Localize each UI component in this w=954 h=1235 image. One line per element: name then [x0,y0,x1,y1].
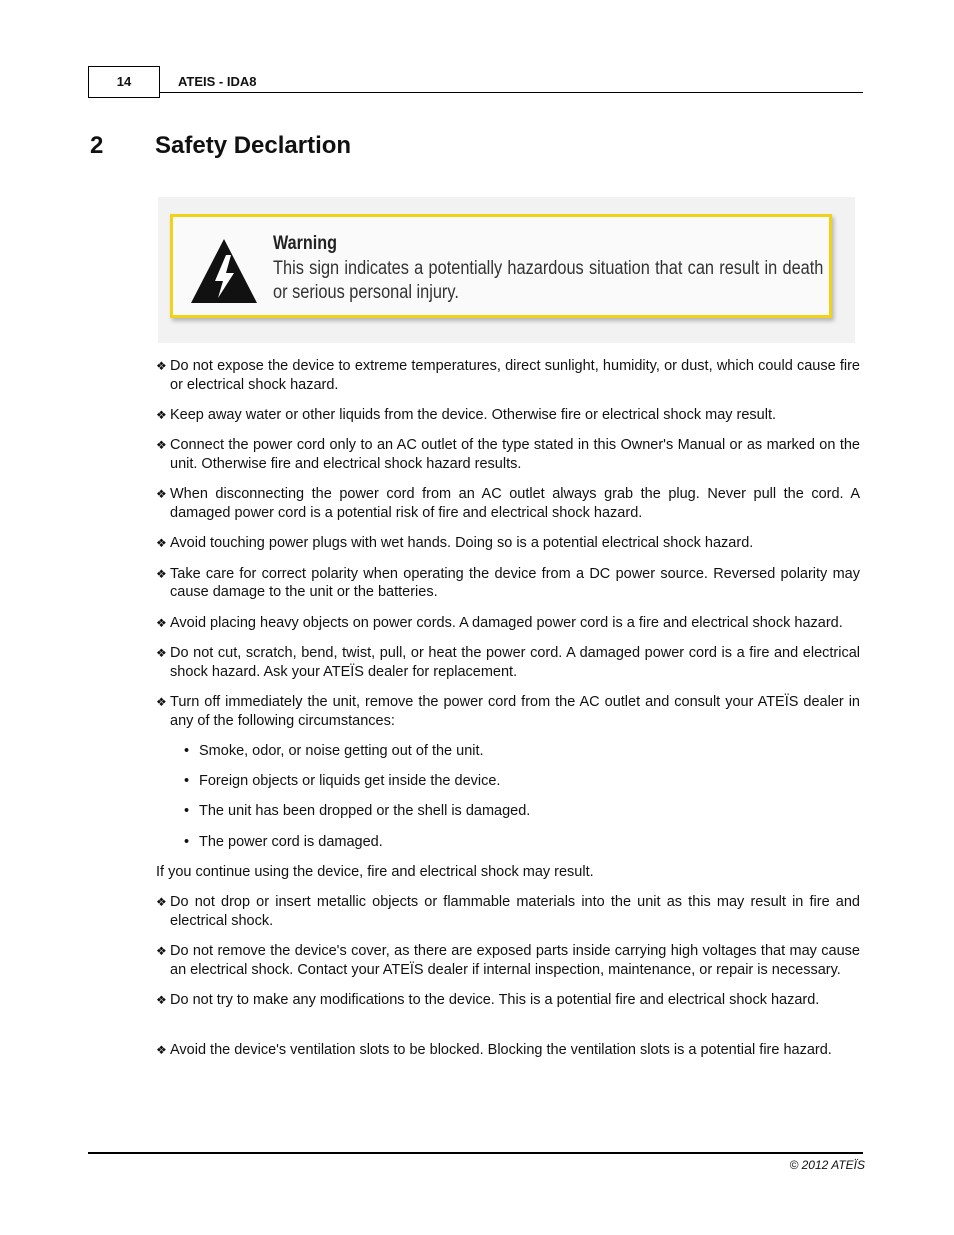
circumstance-text: The power cord is damaged. [199,833,383,850]
bullet-dot-icon: • [184,773,190,790]
safety-list [156,357,860,1071]
warning-box [170,214,832,318]
diamond-bullet-icon: ❖ [156,487,167,502]
diamond-bullet-icon: ❖ [156,694,167,709]
diamond-bullet-icon: ❖ [156,944,167,959]
safety-item [156,357,860,394]
safety-item [156,942,860,979]
safety-item-text: Do not try to make any modifications to the device. This is a potential fire and electrical shock hazard. [170,992,820,1009]
circumstance-item [156,772,860,791]
chapter-number: 2 [90,132,104,159]
safety-item-text: Do not cut, scratch, bend, twist, pull, or heat the power cord. A damaged power cord is a fire and electrical shock hazard. Ask your ATEÏS dealer for replacement. [170,644,860,680]
diamond-bullet-icon: ❖ [156,566,167,581]
chapter-heading [90,132,351,160]
bullet-dot-icon: • [184,742,190,759]
safety-item-text: Take care for correct polarity when operating the device from a DC power source. Reversed polarity may cause damage to the unit or the batteries. [170,565,860,601]
warning-text: This sign indicates a potentially hazardous situation that can result in death or serious personal injury. [273,258,824,303]
safety-item-text: Keep away water or other liquids from the device. Otherwise fire or electrical shock may result. [170,407,777,423]
circumstance-item [156,802,860,821]
footer-copyright: © 2012 ATEÏS [789,1158,865,1172]
safety-item [156,991,860,1010]
safety-item [156,693,860,730]
safety-item [156,893,860,930]
safety-item [156,406,860,425]
bullet-dot-icon: • [184,803,190,820]
diamond-bullet-icon: ❖ [156,895,167,910]
safety-item-text: When disconnecting the power cord from an AC outlet always grab the plug. Never pull the cord. A damaged power cord is a potential risk of fire and electrical shock hazard. [170,486,860,521]
diamond-bullet-icon: ❖ [156,438,167,453]
header-divider [160,92,863,93]
bullet-dot-icon: • [184,833,190,850]
safety-item-text: Do not remove the device's cover, as there are exposed parts inside carrying high voltages that may cause an electrical shock. Contact your ATEÏS dealer if internal inspection, maintenance, or repair is necessary. [170,943,860,979]
diamond-bullet-icon: ❖ [156,645,167,660]
diamond-bullet-icon: ❖ [156,408,167,422]
page-number: 14 [88,66,160,98]
chapter-title: Safety Declartion [155,132,352,159]
circumstance-text: Smoke, odor, or noise getting out of the unit. [199,742,484,759]
safety-item [156,436,860,473]
running-header-title: ATEIS - IDA8 [178,74,257,89]
safety-item-text: Do not drop or insert metallic objects or flammable materials into the unit as this may result in fire and electrical shock. [170,894,860,930]
safety-item-text: Avoid touching power plugs with wet hands. Doing so is a potential electrical shock hazard. [170,535,754,552]
safety-item-text: Avoid the device's ventilation slots to be blocked. Blocking the ventilation slots is a potential fire hazard. [170,1041,832,1058]
circumstance-item [156,742,860,761]
safety-item-text: Turn off immediately the unit, remove the power cord from the AC outlet and consult your ATEÏS dealer in any of the following circumstances: [170,693,860,729]
diamond-bullet-icon: ❖ [156,536,167,551]
safety-item-text: Avoid placing heavy objects on power cords. A damaged power cord is a fire and electrical shock hazard. [170,614,843,631]
footer-divider [88,1152,863,1154]
safety-item-text: Connect the power cord only to an AC outlet of the type stated in this Owner's Manual or as marked on the unit. Otherwise fire and electrical shock hazard results. [170,437,860,472]
safety-item [156,485,860,522]
continuation-text: If you continue using the device, fire and electrical shock may result. [156,864,594,881]
diamond-bullet-icon: ❖ [156,993,167,1008]
warning-heading: Warning [273,233,338,254]
warning-panel [158,197,855,343]
electric-hazard-icon [189,237,259,305]
circumstance-text: Foreign objects or liquids get inside the device. [199,773,501,790]
diamond-bullet-icon: ❖ [156,615,167,630]
safety-item [156,644,860,681]
safety-item [156,1041,860,1060]
safety-item [156,565,860,602]
safety-item-text: Do not expose the device to extreme temperatures, direct sunlight, humidity, or dust, which could cause fire or electrical shock hazard. [170,358,860,393]
diamond-bullet-icon: ❖ [156,1042,167,1057]
circumstance-item [156,833,860,852]
safety-item [156,614,860,633]
safety-item [156,534,860,553]
circumstance-text: The unit has been dropped or the shell is damaged. [199,803,531,820]
diamond-bullet-icon: ❖ [156,359,167,373]
